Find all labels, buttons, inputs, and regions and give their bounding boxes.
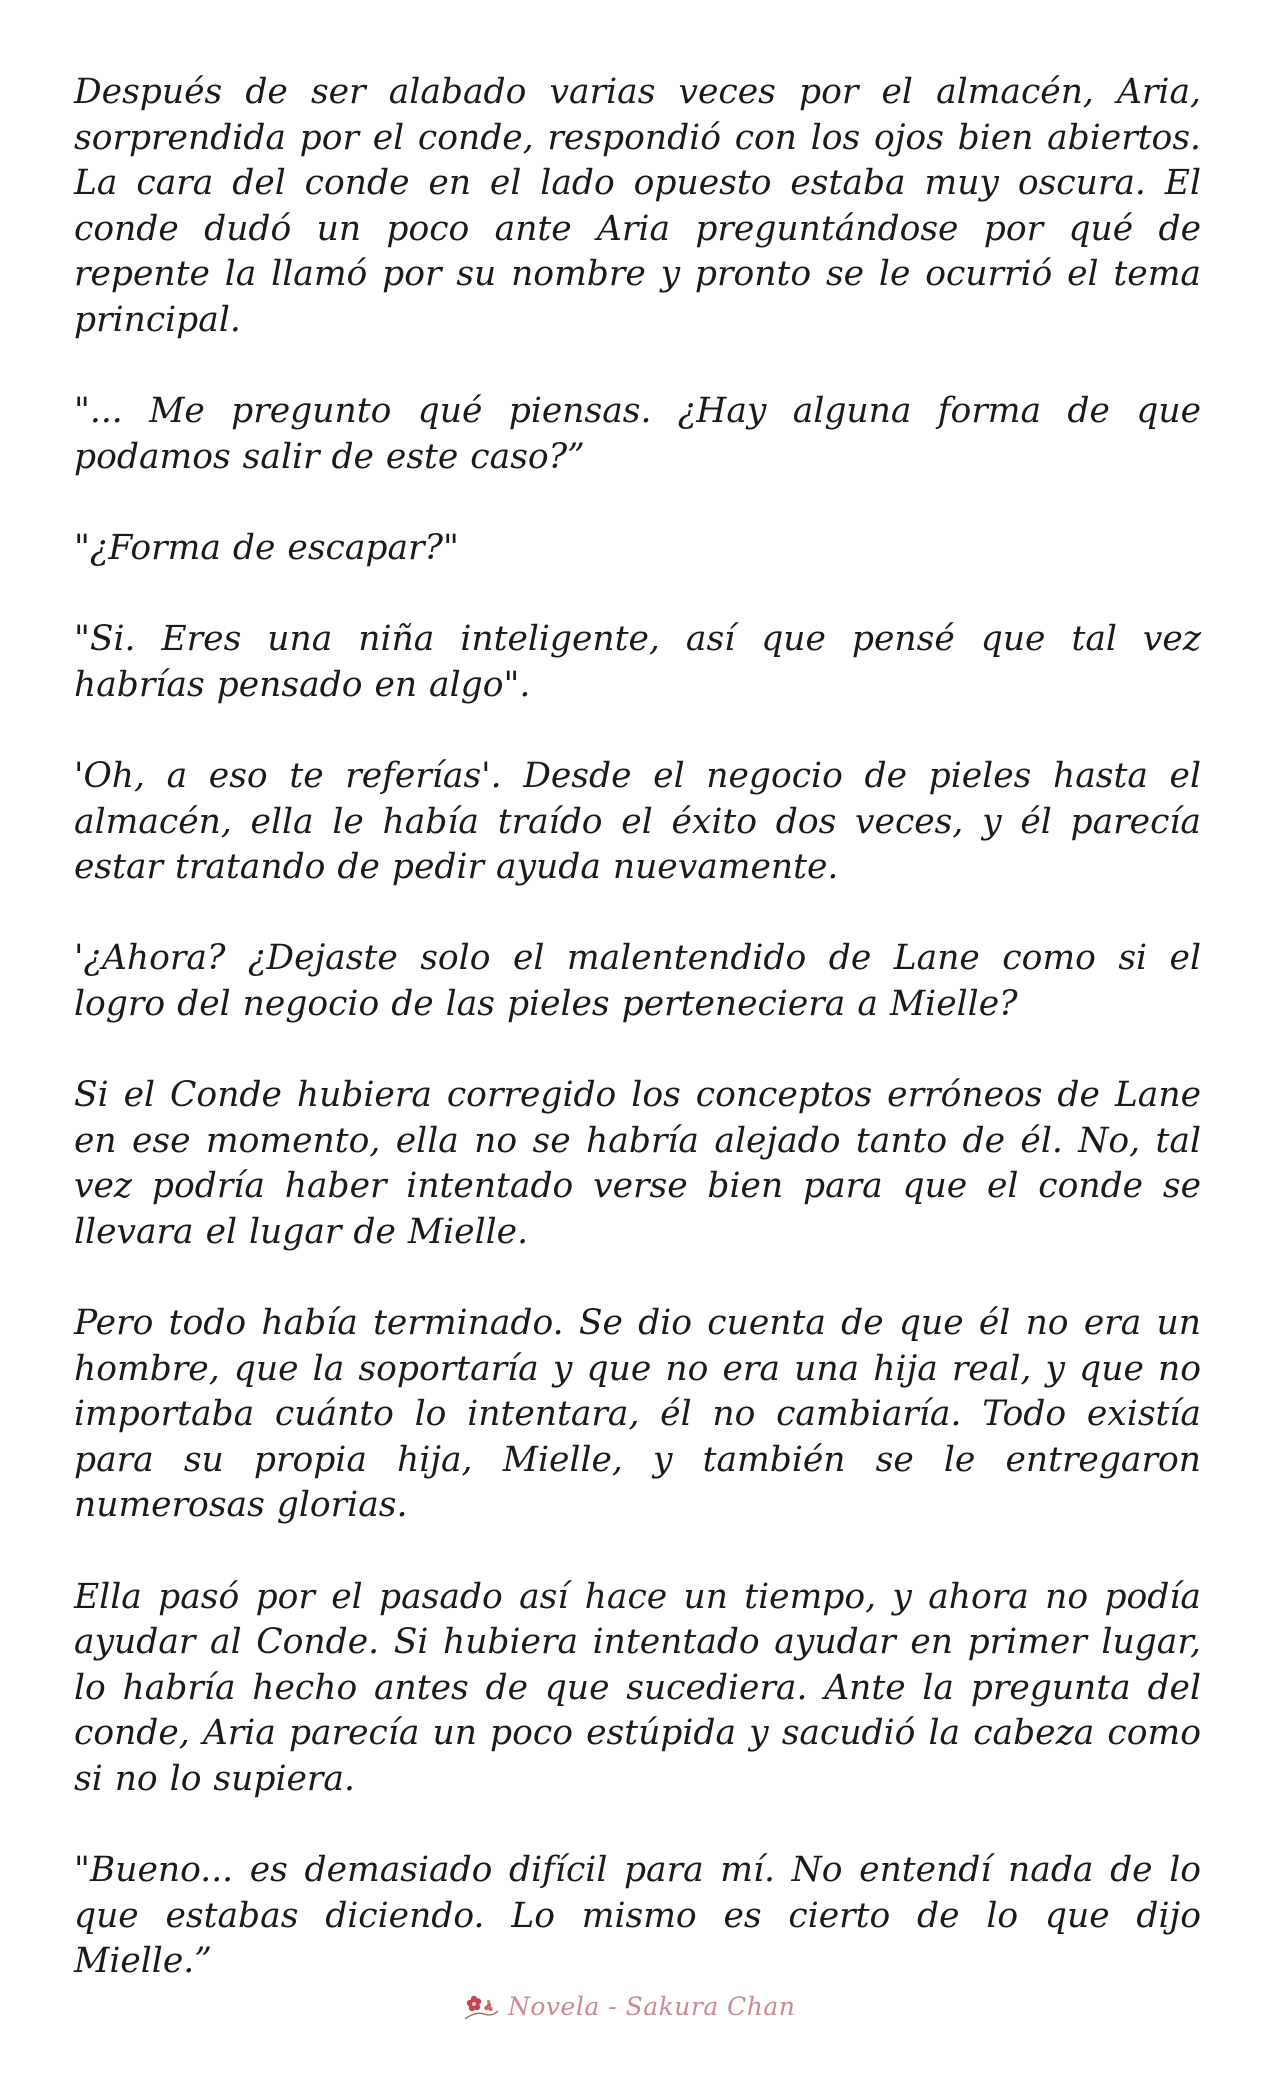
paragraph-8: Pero todo había terminado. Se dio cuenta de que él no era un hombre, que la soportaría y que no era una hija real, y que no importaba cuánto lo intentara, él no cambiaría. Todo existía para su propia hija, Mielle, y también se le entregaron numerosas glorias. bbox=[74, 1303, 1201, 1526]
paragraph-1: Después de ser alabado varias veces por el almacén, Aria, sorprendida por el conde, respondió con los ojos bien abiertos. La cara del conde en el lado opuesto estaba muy oscura. El conde dudó un poco ante Aria preguntándose por qué de repente la llamó por su nombre y pronto se le ocurrió el tema principal. bbox=[74, 72, 1201, 340]
watermark bbox=[462, 1986, 795, 2026]
paragraph-7: Si el Conde hubiera corregido los conceptos erróneos de Lane en ese momento, ella no se habría alejado tanto de él. No, tal vez podría haber intentado verse bien para que el conde se llevara el lugar de Mielle. bbox=[74, 1075, 1201, 1252]
watermark-text: Novela - Sakura Chan bbox=[508, 1991, 796, 2021]
paragraph-2: "... Me pregunto qué piensas. ¿Hay alguna forma de que podamos salir de este caso?” bbox=[74, 391, 1201, 477]
paragraph-4: "Si. Eres una niña inteligente, así que pensé que tal vez habrías pensado en algo". bbox=[74, 619, 1201, 705]
cherry-blossom-icon bbox=[462, 1989, 500, 2023]
paragraph-5: 'Oh, a eso te referías'. Desde el negocio de pieles hasta el almacén, ella le había traído el éxito dos veces, y él parecía estar tratando de pedir ayuda nuevamente. bbox=[74, 755, 1201, 888]
paragraph-10: "Bueno... es demasiado difícil para mí. No entendí nada de lo que estabas diciendo. Lo mismo es cierto de lo que dijo Mielle.” bbox=[74, 1850, 1201, 1982]
document-body bbox=[74, 70, 1201, 1985]
paragraph-3: "¿Forma de escapar?" bbox=[74, 527, 459, 568]
paragraph-9: Ella pasó por el pasado así hace un tiempo, y ahora no podía ayudar al Conde. Si hubiera intentado ayudar en primer lugar, lo habría hecho antes de que sucediera. Ante la pregunta del conde, Aria parecía un poco estúpida y sacudió la cabeza como si no lo supiera. bbox=[74, 1576, 1201, 1799]
paragraph-6: '¿Ahora? ¿Dejaste solo el malentendido de Lane como si el logro del negocio de las pieles perteneciera a Mielle? bbox=[74, 938, 1201, 1024]
